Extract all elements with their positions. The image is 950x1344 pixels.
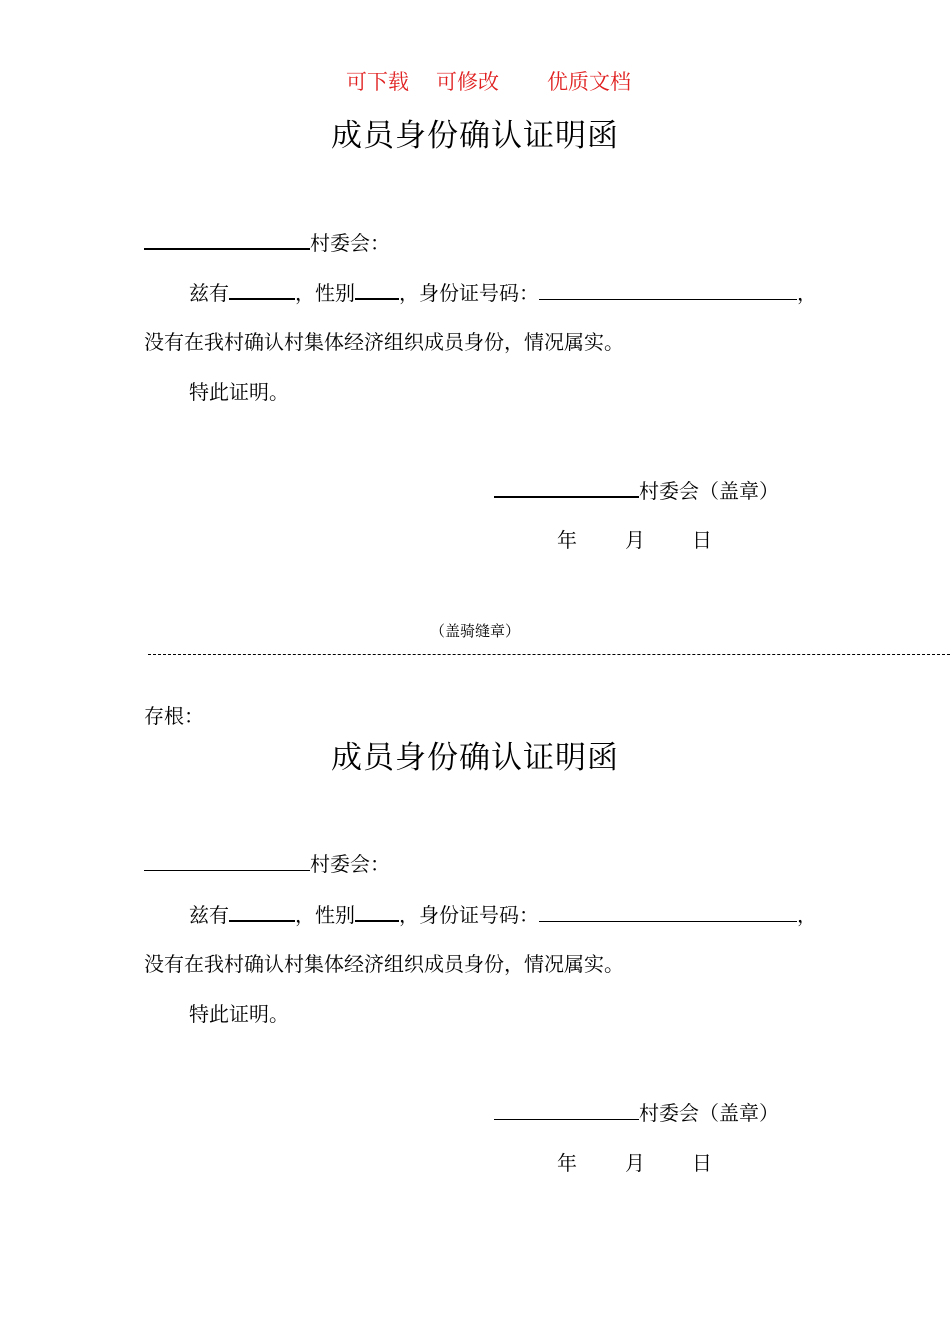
stub-gender-blank[interactable] bbox=[355, 902, 399, 922]
seam-stamp-note: （盖骑缝章） bbox=[430, 622, 521, 640]
signature-suffix: 村委会（盖章） bbox=[639, 479, 779, 503]
download-banner bbox=[0, 66, 950, 94]
statement-text: 没有在我村确认村集体经济组织成员身份，情况属实。 bbox=[144, 330, 624, 354]
banner-editable: 可修改 bbox=[436, 70, 499, 94]
date-year: 年 bbox=[557, 528, 577, 552]
stub-addressee-suffix: 村委会： bbox=[310, 852, 390, 876]
name-blank[interactable] bbox=[229, 280, 295, 300]
signature-village-blank[interactable] bbox=[494, 478, 639, 498]
gender-blank[interactable] bbox=[355, 280, 399, 300]
date-day: 日 bbox=[692, 528, 712, 552]
body-prefix: 兹有 bbox=[189, 281, 229, 305]
stub-label: 存根： bbox=[144, 704, 204, 728]
village-name-blank[interactable] bbox=[144, 230, 310, 250]
trailing-comma: ， bbox=[797, 281, 817, 305]
stub-date-year: 年 bbox=[557, 1151, 577, 1175]
stub-trailing-comma: ， bbox=[797, 903, 817, 927]
tear-line bbox=[148, 654, 950, 655]
stub-village-name-blank[interactable] bbox=[144, 852, 310, 871]
stub-signature-village-blank[interactable] bbox=[494, 1101, 639, 1120]
body-line bbox=[189, 277, 817, 306]
closing-text: 特此证明。 bbox=[189, 380, 289, 404]
stub-gender-label: ，性别 bbox=[295, 903, 355, 927]
stub-date-day: 日 bbox=[692, 1151, 712, 1175]
stub-addressee-line bbox=[144, 848, 390, 877]
stub-body-line bbox=[189, 899, 817, 928]
stub-statement-text: 没有在我村确认村集体经济组织成员身份，情况属实。 bbox=[144, 952, 624, 976]
signature-line bbox=[494, 475, 779, 504]
addressee-line bbox=[144, 227, 390, 256]
banner-downloadable: 可下载 bbox=[346, 70, 409, 94]
id-label: ，身份证号码： bbox=[399, 281, 539, 305]
stub-signature-line bbox=[494, 1097, 779, 1126]
addressee-suffix: 村委会： bbox=[310, 231, 390, 255]
gender-label: ，性别 bbox=[295, 281, 355, 305]
date-month: 月 bbox=[625, 528, 645, 552]
stub-document-title: 成员身份确认证明函 bbox=[331, 740, 619, 776]
banner-quality: 优质文档 bbox=[547, 70, 631, 94]
stub-closing-text: 特此证明。 bbox=[189, 1002, 289, 1026]
id-number-blank[interactable] bbox=[539, 281, 797, 300]
stub-id-label: ，身份证号码： bbox=[399, 903, 539, 927]
stub-name-blank[interactable] bbox=[229, 902, 295, 922]
stub-date-month: 月 bbox=[625, 1151, 645, 1175]
stub-id-number-blank[interactable] bbox=[539, 903, 797, 922]
document-title: 成员身份确认证明函 bbox=[331, 118, 619, 154]
stub-body-prefix: 兹有 bbox=[189, 903, 229, 927]
stub-signature-suffix: 村委会（盖章） bbox=[639, 1101, 779, 1125]
